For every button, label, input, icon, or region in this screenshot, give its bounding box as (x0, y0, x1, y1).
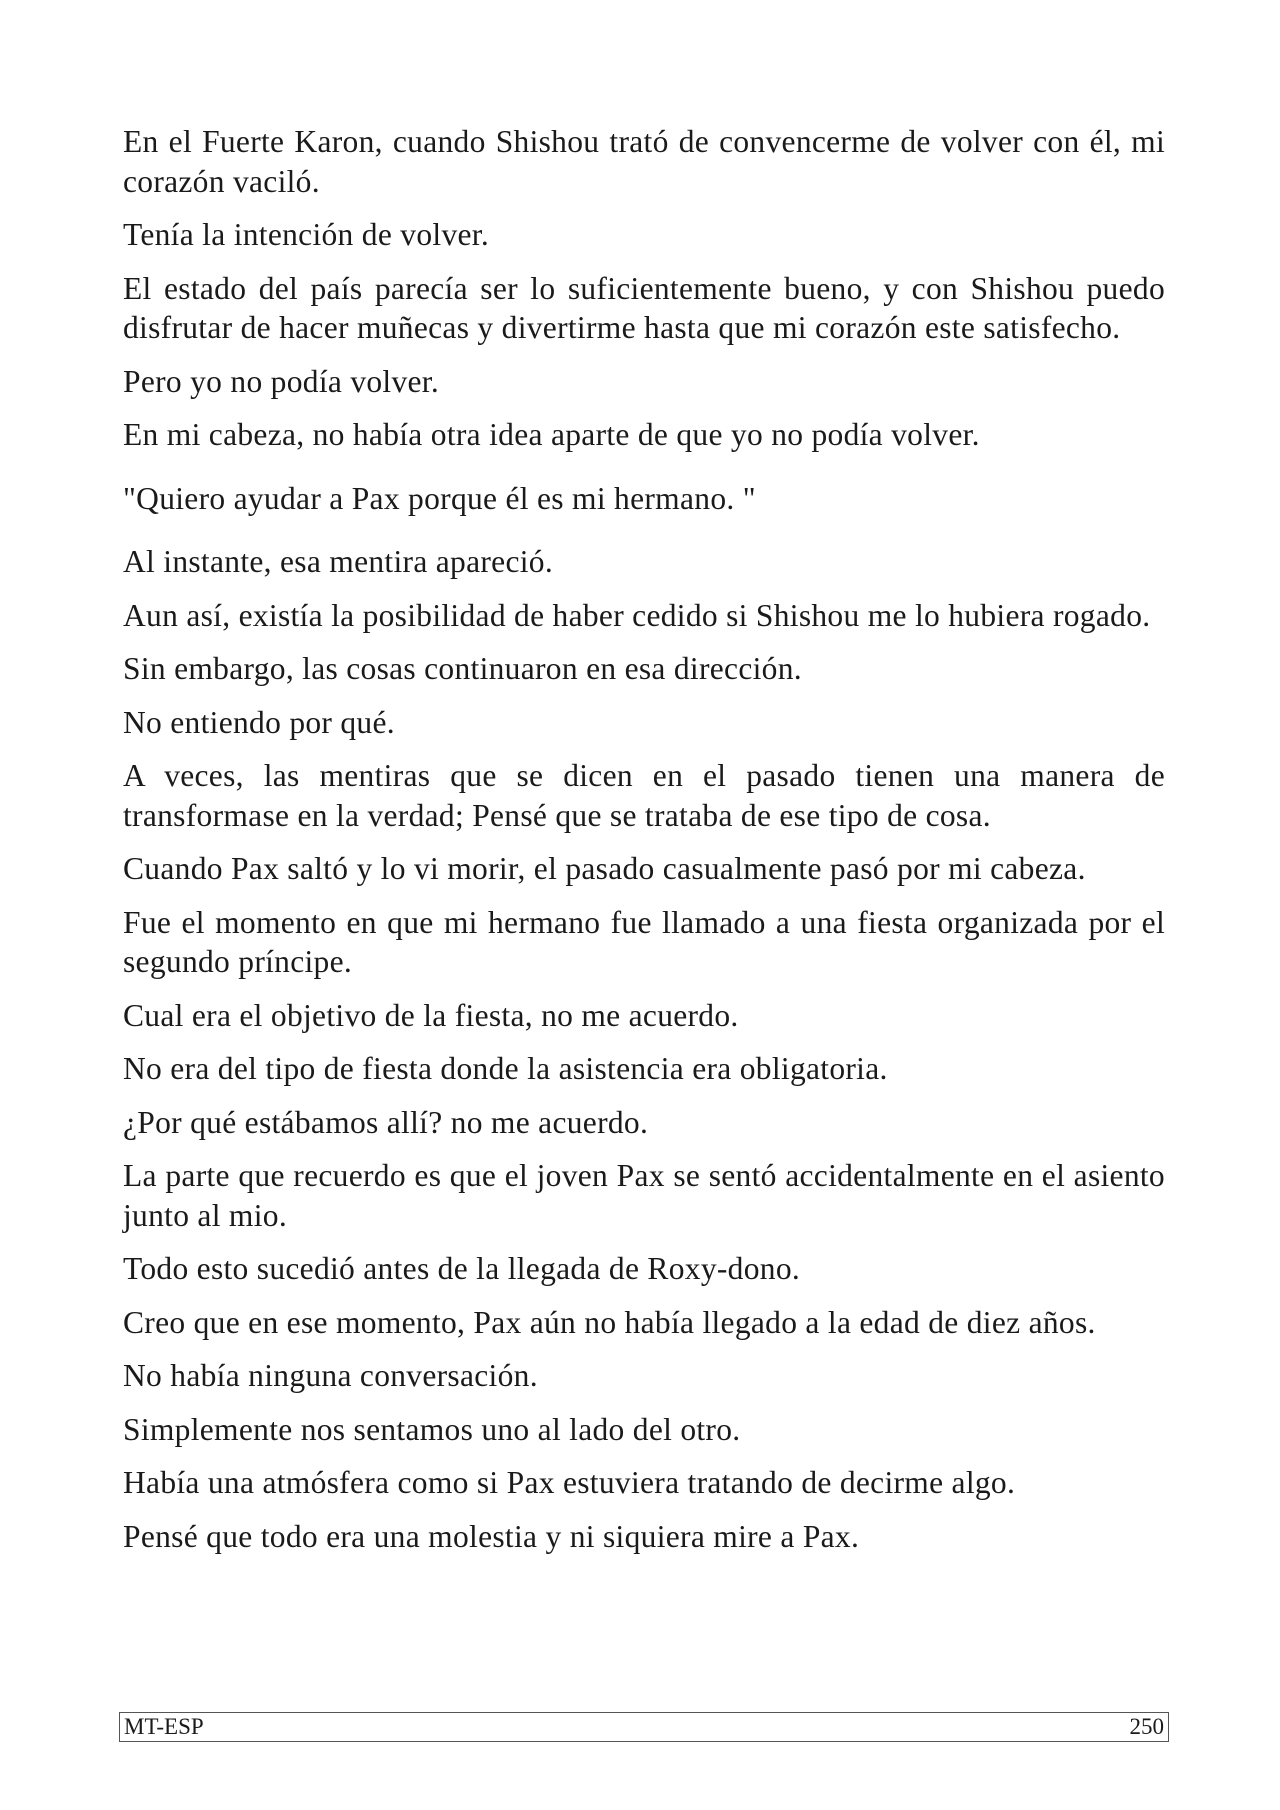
paragraph: Sin embargo, las cosas continuaron en esa dirección. (123, 651, 802, 686)
paragraph: No había ninguna conversación. (123, 1358, 538, 1393)
paragraph: ¿Por qué estábamos allí? no me acuerdo. (123, 1104, 649, 1140)
paragraph: Pensé que todo era una molestia y ni siquiera mire a Pax. (123, 1518, 860, 1554)
paragraph: En mi cabeza, no había otra idea aparte de que yo no podía volver. (123, 417, 980, 452)
paragraph: Al instante, esa mentira apareció. (123, 544, 554, 579)
page-number: 250 (1129, 1714, 1164, 1739)
paragraph: A veces, las mentiras que se dicen en el pasado tienen una manera de transformase en la verdad; Pensé que se trataba de ese tipo de cosa. (123, 758, 1165, 833)
paragraph: Pero yo no podía volver. (123, 363, 440, 399)
paragraph: Había una atmósfera como si Pax estuviera tratando de decirme algo. (123, 1465, 1016, 1500)
paragraph: Simplemente nos sentamos uno al lado del otro. (123, 1411, 741, 1447)
paragraph: En el Fuerte Karon, cuando Shishou trató de convencerme de volver con él, mi corazón vaciló. (123, 124, 1165, 199)
paragraph: No entiendo por qué. (123, 704, 395, 740)
page-footer (119, 1712, 1169, 1742)
paragraph: Aun así, existía la posibilidad de haber cedido si Shishou me lo hubiera rogado. (123, 597, 1151, 633)
paragraph: Todo esto sucedió antes de la llegada de Roxy-dono. (123, 1251, 801, 1286)
footer-label: MT-ESP (124, 1714, 204, 1739)
paragraph: La parte que recuerdo es que el joven Pax se sentó accidentalmente en el asiento junto al mio. (123, 1158, 1165, 1233)
document-body (123, 122, 1165, 1570)
paragraph: El estado del país parecía ser lo suficientemente bueno, y con Shishou puedo disfrutar de hacer muñecas y divertirme hasta que mi corazón este satisfecho. (123, 270, 1165, 345)
paragraph: Cuando Pax saltó y lo vi morir, el pasado casualmente pasó por mi cabeza. (123, 851, 1086, 886)
paragraph: No era del tipo de fiesta donde la asistencia era obligatoria. (123, 1051, 888, 1086)
paragraph: Cual era el objetivo de la fiesta, no me acuerdo. (123, 997, 739, 1033)
paragraph: Fue el momento en que mi hermano fue llamado a una fiesta organizada por el segundo príncipe. (123, 904, 1165, 979)
paragraph: "Quiero ayudar a Pax porque él es mi hermano. " (123, 480, 756, 516)
paragraph: Tenía la intención de volver. (123, 217, 489, 252)
paragraph: Creo que en ese momento, Pax aún no había llegado a la edad de diez años. (123, 1304, 1096, 1340)
